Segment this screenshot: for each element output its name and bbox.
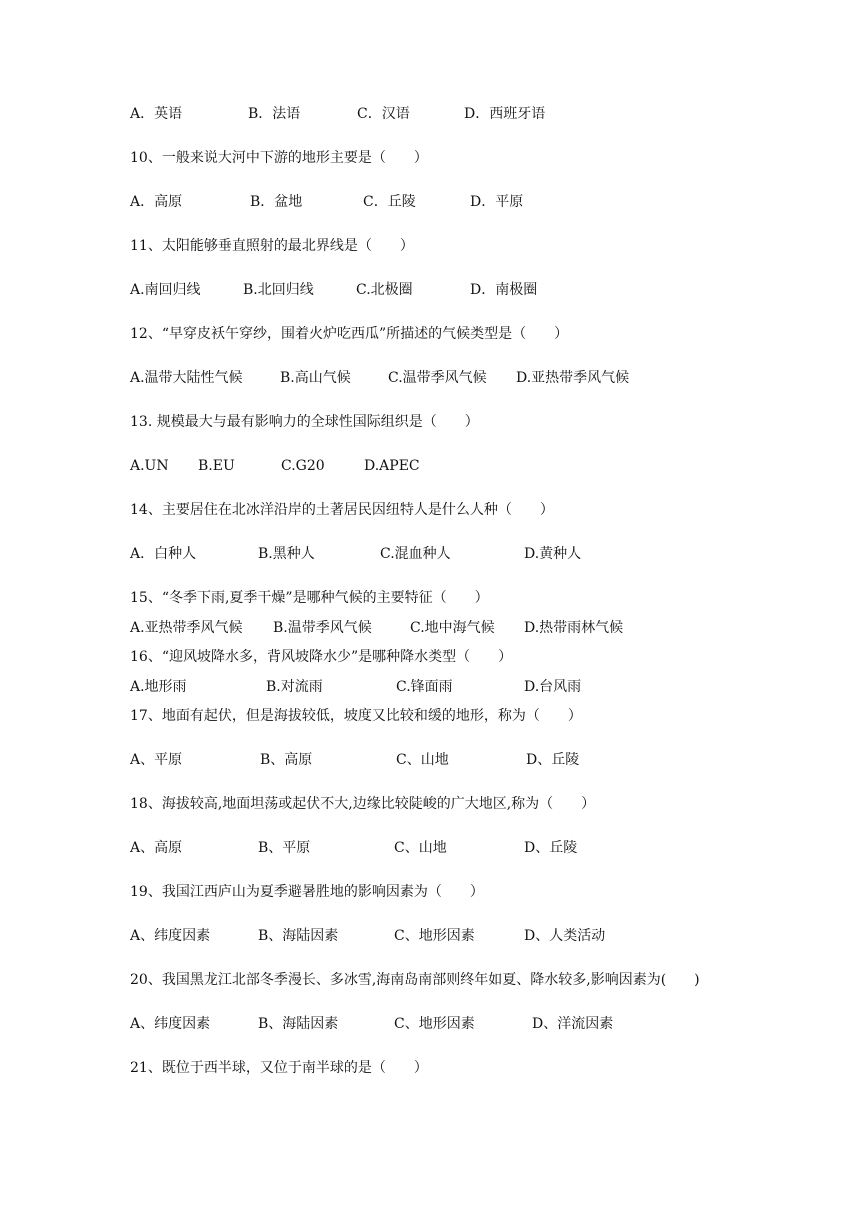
q12-option-b: B.高山气候 <box>280 370 351 386</box>
q19-option-d: D、人类活动 <box>524 928 606 944</box>
q19-option-a: A、纬度因素 <box>130 928 211 944</box>
q19-option-c: C、地形因素 <box>394 928 475 944</box>
q18-stem: 18、海拔较高,地面坦荡或起伏不大,边缘比较陡峻的广大地区,称为（ ） <box>130 796 596 812</box>
q14-option-a: A．白种人 <box>130 546 197 562</box>
q18-option-a: A、高原 <box>130 840 183 856</box>
q18-option-b: B、平原 <box>258 840 311 856</box>
q11-option-b: B.北回归线 <box>243 282 314 298</box>
q12-option-c: C.温带季风气候 <box>388 370 487 386</box>
q17-option-b: B、高原 <box>260 752 313 768</box>
q11-option-c: C.北极圈 <box>356 282 413 298</box>
q10-option-c: C．丘陵 <box>363 194 416 210</box>
q15-stem: 15、“冬季下雨,夏季干燥”是哪种气候的主要特征（ ） <box>130 590 489 606</box>
q13-option-c: C.G20 <box>281 458 325 474</box>
q13-stem: 13. 规模最大与最有影响力的全球性国际组织是（ ） <box>130 414 479 430</box>
q11-stem: 11、太阳能够垂直照射的最北界线是（ ） <box>130 238 414 254</box>
q19-option-b: B、海陆因素 <box>258 928 339 944</box>
q21-stem: 21、既位于西半球，又位于南半球的是（ ） <box>130 1060 428 1076</box>
q15-option-b: B.温带季风气候 <box>273 620 372 636</box>
q16-option-b: B.对流雨 <box>266 679 323 695</box>
q15-option-c: C.地中海气候 <box>410 620 495 636</box>
q16-option-d: D.台风雨 <box>524 679 582 695</box>
q10-option-d: D．平原 <box>470 194 524 210</box>
q10-option-a: A．高原 <box>130 194 183 210</box>
q14-option-d: D.黄种人 <box>524 546 582 562</box>
q12-option-d: D.亚热带季风气候 <box>516 370 630 386</box>
q13-option-d: D.APEC <box>364 458 420 474</box>
q16-option-c: C.锋面雨 <box>396 679 453 695</box>
q16-option-a: A.地形雨 <box>130 679 187 695</box>
q14-stem: 14、主要居住在北冰洋沿岸的土著居民因纽特人是什么人种（ ） <box>130 502 554 518</box>
q20-option-c: C、地形因素 <box>394 1016 475 1032</box>
q18-option-c: C、山地 <box>394 840 447 856</box>
q11-option-a: A.南回归线 <box>130 282 201 298</box>
q16-stem: 16、“迎风坡降水多，背风坡降水少”是哪种降水类型（ ） <box>130 649 513 665</box>
q13-option-b: B.EU <box>198 458 235 474</box>
q17-stem: 17、地面有起伏，但是海拔较低，坡度又比较和缓的地形，称为（ ） <box>130 708 582 724</box>
q17-option-a: A、平原 <box>130 752 183 768</box>
q13-option-a: A.UN <box>130 458 169 474</box>
q17-option-d: D、丘陵 <box>526 752 580 768</box>
q20-option-a: A、纬度因素 <box>130 1016 211 1032</box>
q9-option-d: D．西班牙语 <box>464 106 546 122</box>
q20-option-b: B、海陆因素 <box>258 1016 339 1032</box>
q12-option-a: A.温带大陆性气候 <box>130 370 243 386</box>
q10-option-b: B．盆地 <box>250 194 303 210</box>
q15-option-a: A.亚热带季风气候 <box>130 620 243 636</box>
q17-option-c: C、山地 <box>396 752 449 768</box>
q11-option-d: D．南极圈 <box>470 282 538 298</box>
q10-stem: 10、一般来说大河中下游的地形主要是（ ） <box>130 150 428 166</box>
q19-stem: 19、我国江西庐山为夏季避暑胜地的影响因素为（ ） <box>130 884 484 900</box>
q15-option-d: D.热带雨林气候 <box>524 620 624 636</box>
q14-option-b: B.黑种人 <box>258 546 315 562</box>
q20-stem: 20、我国黑龙江北部冬季漫长、多冰雪,海南岛南部则终年如夏、降水较多,影响因素为( ) <box>130 972 700 988</box>
q9-option-b: B．法语 <box>248 106 301 122</box>
q9-option-a: A．英语 <box>130 106 183 122</box>
q12-stem: 12、“早穿皮袄午穿纱，围着火炉吃西瓜”所描述的气候类型是（ ） <box>130 326 569 342</box>
q20-option-d: D、洋流因素 <box>532 1016 614 1032</box>
q9-option-c: C．汉语 <box>357 106 410 122</box>
q18-option-d: D、丘陵 <box>524 840 578 856</box>
q14-option-c: C.混血种人 <box>380 546 451 562</box>
